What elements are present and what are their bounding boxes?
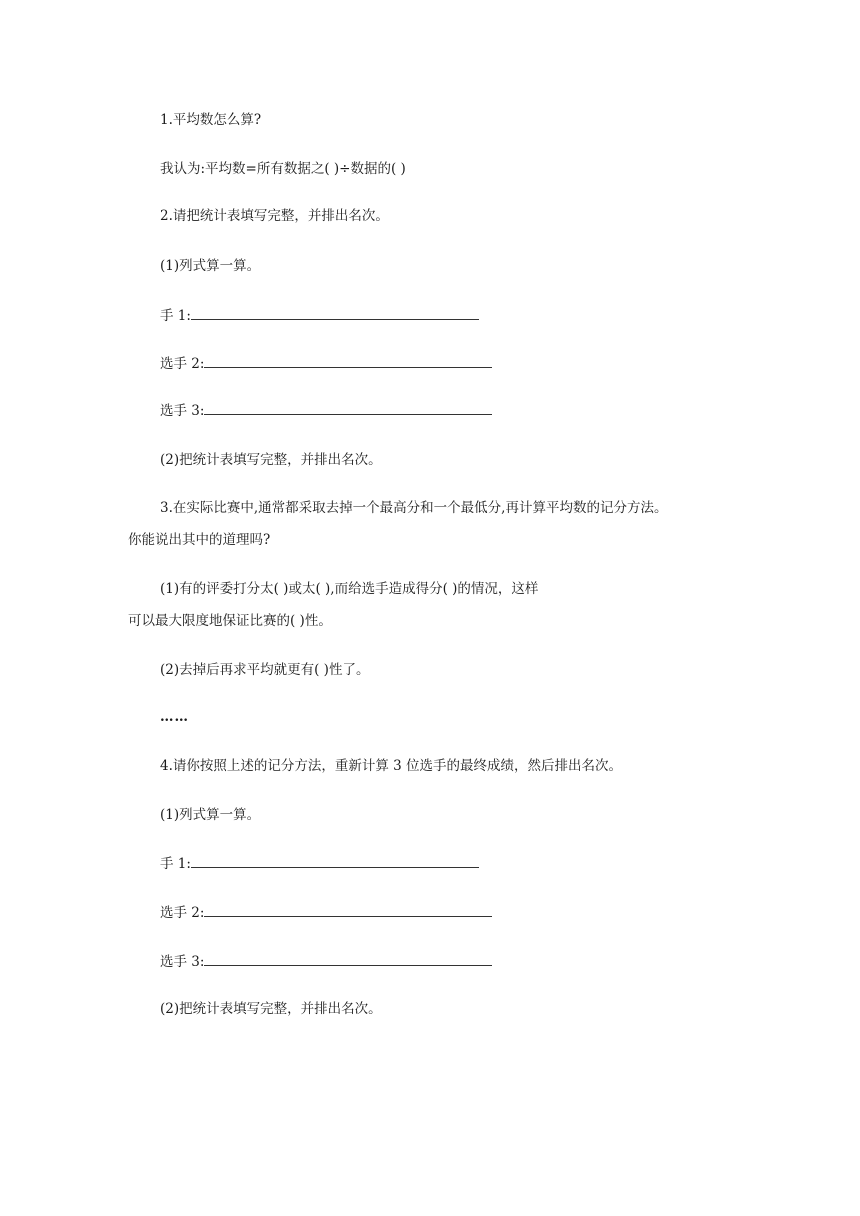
q2-player1-row [160, 305, 479, 326]
q4-player3-answer-line[interactable] [204, 951, 492, 966]
q4-title: 4.请你按照上述的记分方法，重新计算 3 位选手的最终成绩，然后排出名次。 [160, 758, 623, 774]
q2-player1-label: 手 1: [160, 308, 191, 324]
q4-player2-answer-line[interactable] [204, 902, 492, 917]
q4-player2-label: 选手 2: [160, 905, 205, 921]
q4-player3-row [160, 951, 492, 972]
q3-ellipsis: …… [160, 709, 189, 725]
q4-player2-row [160, 902, 492, 923]
q2-player1-answer-line[interactable] [191, 305, 479, 320]
q4-sub2: (2)把统计表填写完整，并排出名次。 [160, 1001, 382, 1017]
q2-player3-label: 选手 3: [160, 403, 205, 419]
q3-answer2: (2)去掉后再求平均就更有( )性了。 [160, 662, 370, 678]
q2-player2-label: 选手 2: [160, 356, 205, 372]
q2-player3-row [160, 400, 492, 421]
q1-title: 1.平均数怎么算? [160, 112, 262, 128]
q2-title: 2.请把统计表填写完整，并排出名次。 [160, 208, 389, 224]
q2-player3-answer-line[interactable] [204, 400, 492, 415]
q3-answer1-line2: 可以最大限度地保证比赛的( )性。 [128, 613, 332, 629]
q4-player1-answer-line[interactable] [191, 853, 479, 868]
q4-player3-label: 选手 3: [160, 954, 205, 970]
q1-answer: 我认为:平均数=所有数据之( )÷数据的( ) [160, 161, 406, 177]
q3-title-line1: 3.在实际比赛中,通常都采取去掉一个最高分和一个最低分,再计算平均数的记分方法。 [160, 500, 668, 516]
q3-title-line2: 你能说出其中的道理吗? [128, 532, 271, 548]
q4-sub1: (1)列式算一算。 [160, 807, 261, 823]
q4-player1-label: 手 1: [160, 856, 191, 872]
q2-player2-answer-line[interactable] [204, 353, 492, 368]
q4-player1-row [160, 853, 479, 874]
q2-player2-row [160, 353, 492, 374]
q2-sub2: (2)把统计表填写完整，并排出名次。 [160, 452, 382, 468]
q2-sub1: (1)列式算一算。 [160, 258, 261, 274]
q3-answer1-line1: (1)有的评委打分太( )或太( ),而给选手造成得分( )的情况，这样 [160, 581, 539, 597]
